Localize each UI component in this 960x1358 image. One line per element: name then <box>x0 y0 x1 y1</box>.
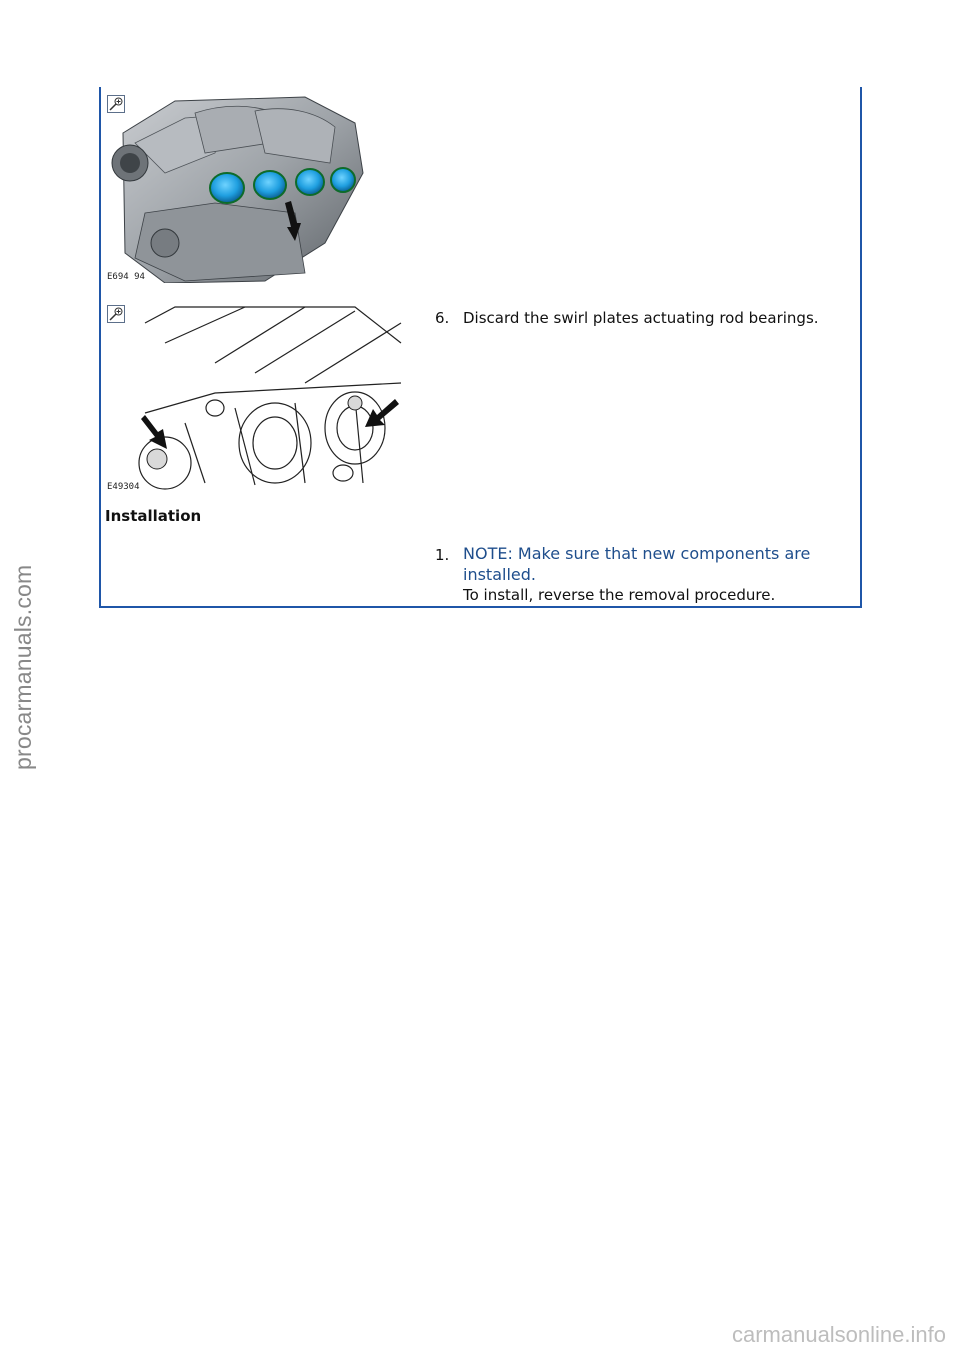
step-6 <box>435 308 855 330</box>
bottom-watermark: carmanualsonline.info <box>731 1322 946 1347</box>
step-text: Discard the swirl plates actuating rod bearings. <box>463 309 819 327</box>
rod-bearing-illustration <box>105 303 403 493</box>
step-number: 6. <box>435 309 450 327</box>
note-line-2: installed. <box>463 565 536 584</box>
side-watermark: procarmanuals.com <box>10 564 36 770</box>
procedure-panel <box>99 87 862 608</box>
figure-e69494 <box>105 93 373 283</box>
figure-e49304 <box>105 303 403 493</box>
figure-label: E49304 <box>107 482 140 492</box>
intake-manifold-illustration <box>105 93 373 283</box>
installation-step-1 <box>435 543 855 607</box>
installation-heading: Installation <box>105 507 202 525</box>
step-number: 1. <box>435 546 450 564</box>
step-text: To install, reverse the removal procedure. <box>463 586 776 604</box>
figure-label: E694 94 <box>107 272 145 282</box>
note-line-1: NOTE: Make sure that new components are <box>463 544 811 563</box>
